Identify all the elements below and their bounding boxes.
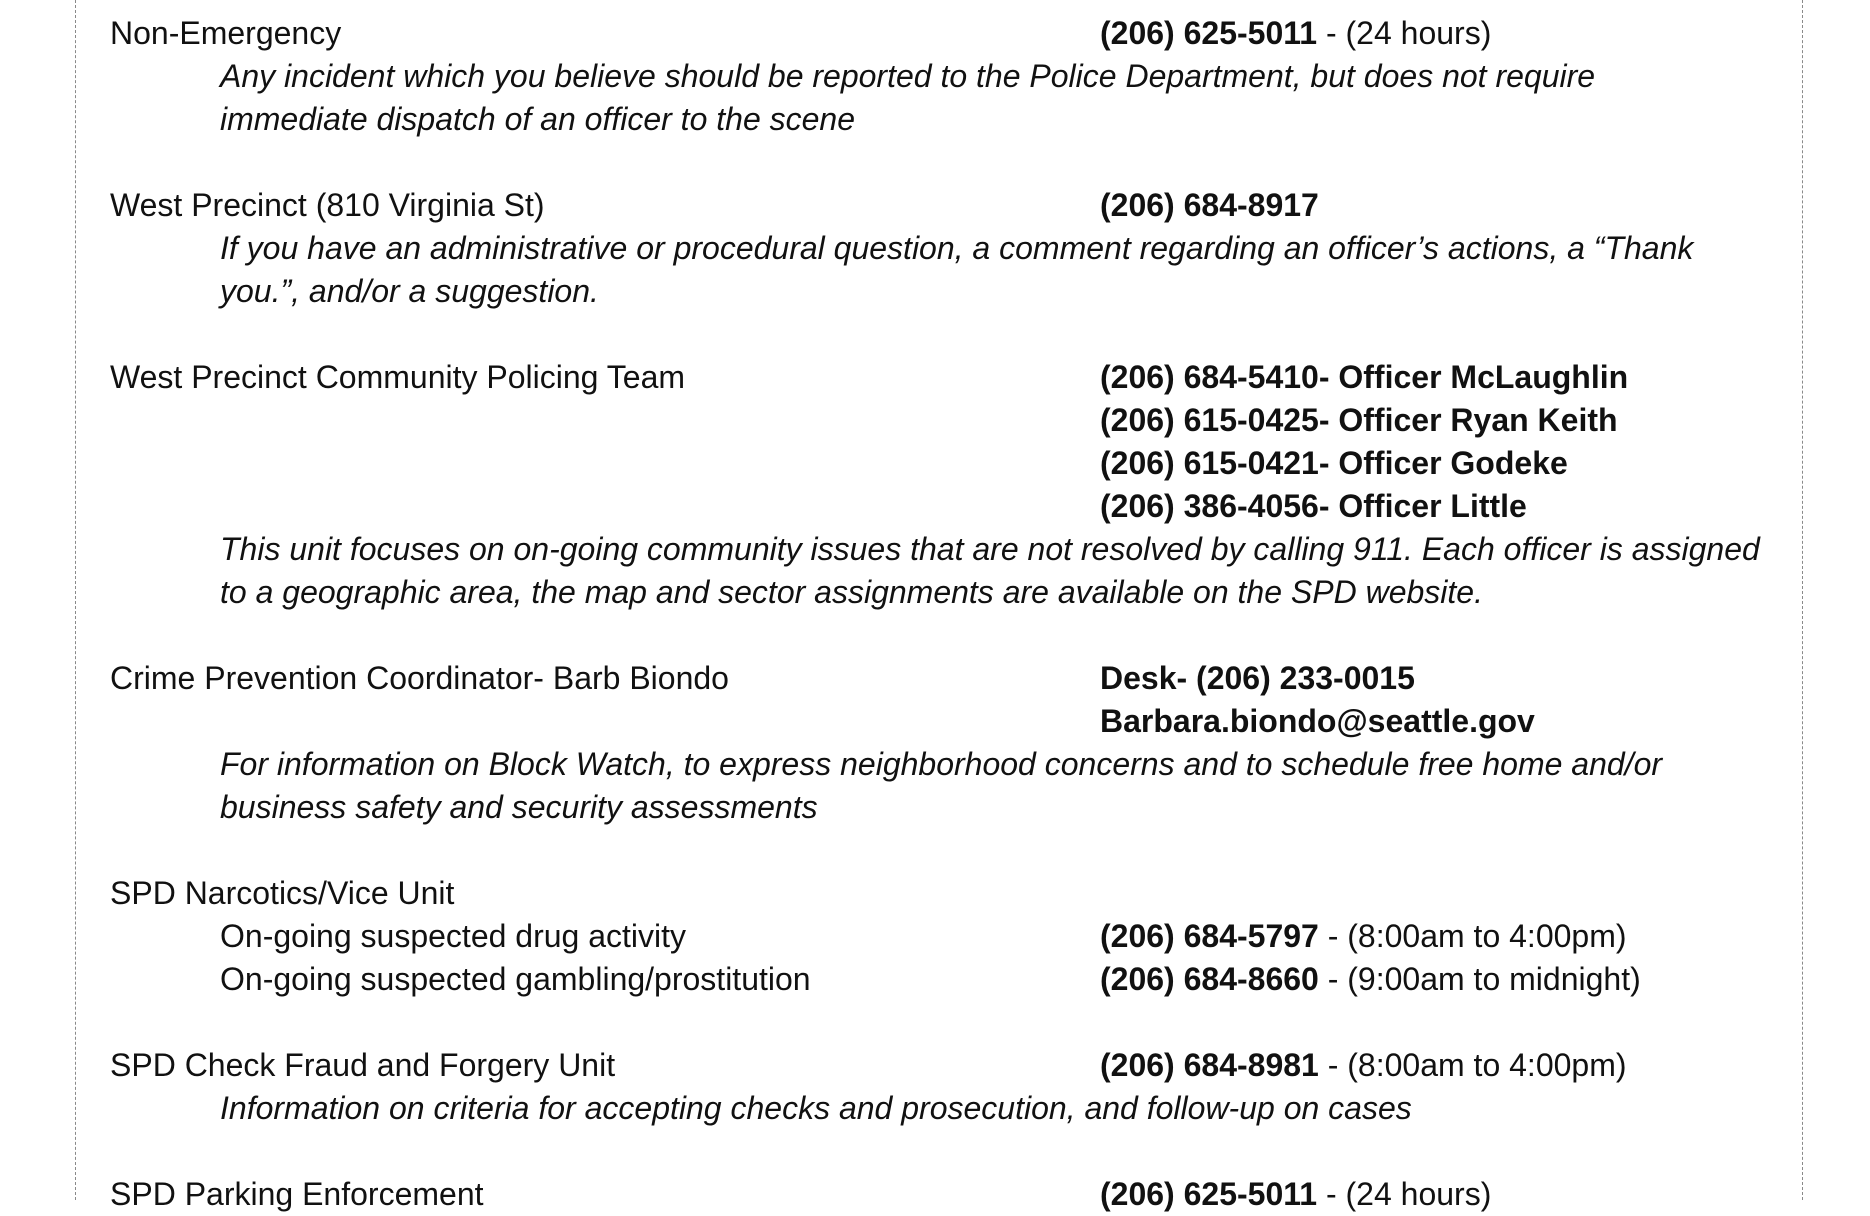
entry-phone (1100, 1044, 1627, 1087)
entry-phone (1100, 12, 1491, 55)
officer-contact: (206) 615-0425- Officer Ryan Keith (1100, 402, 1618, 438)
subitem-label: On-going suspected gambling/prostitution (220, 961, 811, 997)
subitem-row (110, 958, 1770, 1001)
email-address: Barbara.biondo@seattle.gov (1100, 703, 1535, 739)
entry-title: West Precinct (810 Virginia St) (110, 187, 545, 223)
phone-number: (206) 684-8660 (1100, 961, 1319, 997)
page-border-left (75, 0, 76, 1200)
entry-description (220, 55, 1780, 141)
phone-hours: - (24 hours) (1317, 1176, 1492, 1212)
description-line: Any incident which you believe should be reported to the Police Department, but does not require (220, 58, 1596, 94)
officer-contact: (206) 386-4056- Officer Little (1100, 488, 1527, 524)
entry-title: Non-Emergency (110, 15, 342, 51)
entry-title: SPD Parking Enforcement (110, 1176, 484, 1212)
contact-list-document (110, 12, 1770, 1216)
phone-hours: - (8:00am to 4:00pm) (1318, 1047, 1627, 1083)
phone-hours: - (24 hours) (1317, 15, 1492, 51)
entry-non-emergency (110, 12, 1770, 55)
page-border-right (1802, 0, 1803, 1200)
entry-community-policing-team (110, 356, 1770, 399)
entry-description (220, 1087, 1780, 1130)
entry-check-fraud-unit (110, 1044, 1770, 1087)
desk-phone: Desk- (206) 233-0015 (1100, 660, 1415, 696)
description-line: immediate dispatch of an officer to the scene (220, 101, 856, 137)
entry-title: Crime Prevention Coordinator- Barb Biondo (110, 660, 729, 696)
entry-phone (1100, 915, 1627, 958)
subitem-row (110, 915, 1770, 958)
entry-crime-prevention-coordinator (110, 657, 1770, 700)
entry-title: West Precinct Community Policing Team (110, 359, 686, 395)
description-line: to a geographic area, the map and sector assignments are available on the SPD website. (220, 574, 1483, 610)
phone-number: (206) 625-5011 (1100, 15, 1318, 51)
phone-number: (206) 684-5797 (1100, 918, 1319, 954)
entry-west-precinct (110, 184, 1770, 227)
description-line: For information on Block Watch, to express neighborhood concerns and to schedule free home and/or (220, 746, 1663, 782)
phone-number: (206) 684-8981 (1100, 1047, 1319, 1083)
entry-description (220, 528, 1780, 614)
entry-description (220, 227, 1780, 313)
entry-description (220, 743, 1780, 829)
entry-phone (1100, 1173, 1491, 1216)
phone-number: (206) 625-5011 (1100, 1176, 1318, 1212)
description-line: you.”, and/or a suggestion. (220, 273, 599, 309)
officer-contact: (206) 684-5410- Officer McLaughlin (1100, 359, 1629, 395)
subitem-label: On-going suspected drug activity (220, 918, 687, 954)
phone-number: (206) 684-8917 (1100, 187, 1319, 223)
entry-phone (1100, 184, 1319, 227)
entry-narcotics-vice-unit (110, 872, 1770, 915)
description-line: Information on criteria for accepting checks and prosecution, and follow-up on cases (220, 1090, 1412, 1126)
officer-contact: (206) 615-0421- Officer Godeke (1100, 445, 1568, 481)
description-line: This unit focuses on on-going community issues that are not resolved by calling 911. Each officer is assigned (220, 531, 1760, 567)
description-line: business safety and security assessments (220, 789, 818, 825)
phone-hours: - (8:00am to 4:00pm) (1318, 918, 1627, 954)
phone-hours: - (9:00am to midnight) (1318, 961, 1641, 997)
entry-parking-enforcement (110, 1173, 1770, 1216)
entry-title: SPD Narcotics/Vice Unit (110, 875, 455, 911)
entry-title: SPD Check Fraud and Forgery Unit (110, 1047, 616, 1083)
description-line: If you have an administrative or procedural question, a comment regarding an officer’s actions, a “Thank (220, 230, 1694, 266)
entry-phone (1100, 958, 1641, 1001)
